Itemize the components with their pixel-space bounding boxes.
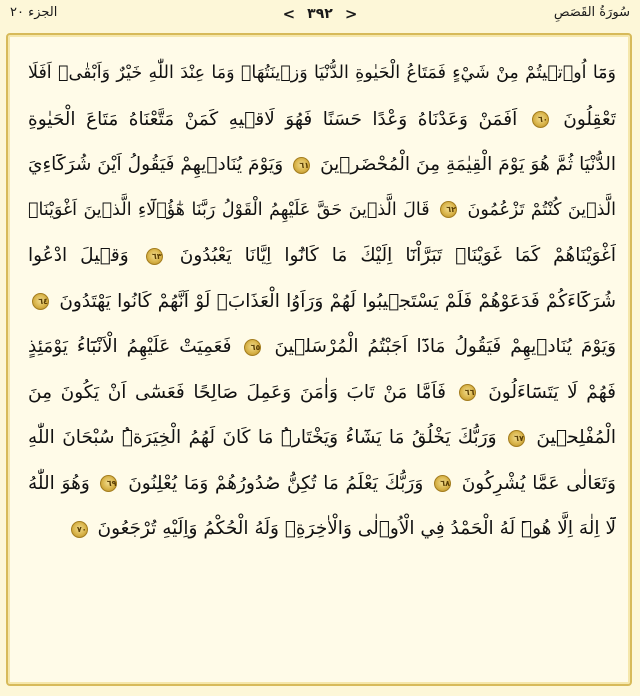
- page-navigation: [281, 5, 360, 23]
- verse-text: اَفَمَنْ وَعَدْنَاهُ وَعْدًا حَسَنًا فَهُوَ لَاق۪يهِ كَمَنْ مَتَّعْنَاهُ مَتَاعَ الْحَيٰوةِ: [28, 108, 518, 130]
- verse-text: وَرَبُّكَ يَخْلُقُ مَا يَشَٓاءُ وَيَخْتَارُۜ مَا كَانَ لَهُمُ الْخِيَرَةُۜ سُبْحَانَ اللّٰهِ: [28, 427, 497, 448]
- verse-end-marker-icon: ٦٨: [434, 475, 451, 492]
- verse-text-block: [28, 51, 616, 552]
- page-number: ٣٩٢: [307, 6, 333, 22]
- verse-text: الدُّنْيَا ثُمَّ هُوَ يَوْمَ الْقِيٰمَةِ مِنَ الْمُحْضَر۪ينَ: [320, 154, 616, 175]
- verse-text: فَاَمَّا مَنْ تَابَ وَاٰمَنَ وَعَمِلَ صَالِحًا فَعَسٰٓى اَنْ يَكُونَ مِنَ: [28, 381, 446, 403]
- verse-text: اَغْوَيْنَاهُمْ كَمَا غَوَيْنَاۚ تَبَرَّاْنَٓا اِلَيْكَ مَا كَانُٓوا اِيَّانَا يَعْبُدُونَ: [179, 245, 616, 266]
- verse-line: [28, 188, 616, 234]
- verse-line: [28, 461, 616, 507]
- verse-end-marker-icon: ٦٥: [244, 339, 261, 356]
- verse-text: لَٓا اِلٰهَ اِلَّا هُوَۜ لَهُ الْحَمْدُ فِي الْاُو۫لٰى وَالْاٰخِرَةِۘ وَلَهُ الْحُكْمُ وَاِلَيْهِ تُرْجَعُونَ: [97, 518, 616, 539]
- verse-line: [28, 415, 616, 461]
- verse-line: [28, 324, 616, 370]
- verse-line: [28, 142, 616, 188]
- verse-text: فَهُمْ لَا يَتَسَٓاءَلُونَ: [488, 381, 616, 403]
- verse-text: وَتَعَالٰى عَمَّا يُشْرِكُونَ: [461, 472, 616, 494]
- verse-text: قَالَ الَّذ۪ينَ حَقَّ عَلَيْهِمُ الْقَوْلُ رَبَّنَا هٰٓؤُ۬لَٓاءِ الَّذ۪ينَ اَغْوَيْنَاۚ: [28, 199, 430, 220]
- verse-end-marker-icon: ٦٤: [32, 293, 49, 310]
- verse-text: الَّذ۪ينَ كُنْتُمْ تَزْعُمُونَ: [467, 199, 616, 220]
- verse-line: [28, 51, 616, 97]
- verse-text: الْمُفْلِح۪ينَ: [536, 427, 616, 448]
- verse-line: [28, 279, 616, 325]
- verse-line: [28, 233, 616, 279]
- page-header: [0, 0, 640, 32]
- verse-text: فَعَمِيَتْ عَلَيْهِمُ الْاَنْبَٓاءُ يَوْمَئِذٍ: [28, 336, 232, 357]
- verse-end-marker-icon: ٦٣: [146, 248, 163, 265]
- verse-text: وَق۪يلَ ادْعُوا: [28, 245, 129, 266]
- verse-text: وَهُوَ اللّٰهُ: [28, 472, 90, 494]
- verse-text: تَعْقِلُونَ: [563, 108, 616, 130]
- verse-line: [28, 370, 616, 416]
- verse-text: وَرَبُّكَ يَعْلَمُ مَا تُكِنُّ صُدُورُهُمْ وَمَا يُعْلِنُونَ: [128, 472, 424, 494]
- verse-end-marker-icon: ٦٩: [100, 475, 117, 492]
- verse-end-marker-icon: ٦٠: [532, 111, 549, 128]
- verse-text: وَمَٓا اُو۫ت۪يتُمْ مِنْ شَيْءٍ فَمَتَاعُ الْحَيٰوةِ الدُّنْيَا وَز۪ينَتُهَاۚ وَمَا عِنْدَ اللّٰهِ خَيْرٌ وَاَبْقٰىۜ اَفَلَا: [28, 63, 616, 83]
- mushaf-page-frame: [6, 33, 632, 686]
- surah-title: سُورَةُ القَصَصِ: [553, 5, 630, 20]
- verse-end-marker-icon: ٦٢: [440, 201, 457, 218]
- verse-end-marker-icon: ٦٧: [508, 430, 525, 447]
- verse-end-marker-icon: ٦١: [293, 157, 310, 174]
- verse-text: شُرَكَٓاءَكُمْ فَدَعَوْهُمْ فَلَمْ يَسْتَج۪يبُوا لَهُمْ وَرَاَوُا الْعَذَابَۚ لَوْ اَنَّهُمْ كَانُوا يَهْتَدُونَ: [59, 290, 616, 312]
- verse-line: [28, 506, 616, 552]
- verse-line: [28, 97, 616, 143]
- verse-text: وَيَوْمَ يُنَاد۪يهِمْ فَيَقُولُ مَاذَٓا اَجَبْتُمُ الْمُرْسَل۪ينَ: [274, 336, 616, 357]
- prev-page-arrow-icon[interactable]: <: [282, 5, 296, 23]
- juz-label: الجزء ٢٠: [10, 5, 58, 20]
- next-page-arrow-icon[interactable]: >: [344, 5, 358, 23]
- verse-text: وَيَوْمَ يُنَاد۪يهِمْ فَيَقُولُ اَيْنَ شُرَكَٓاءِيَ: [28, 154, 284, 175]
- verse-end-marker-icon: ٧٠: [71, 521, 88, 538]
- verse-end-marker-icon: ٦٦: [459, 384, 476, 401]
